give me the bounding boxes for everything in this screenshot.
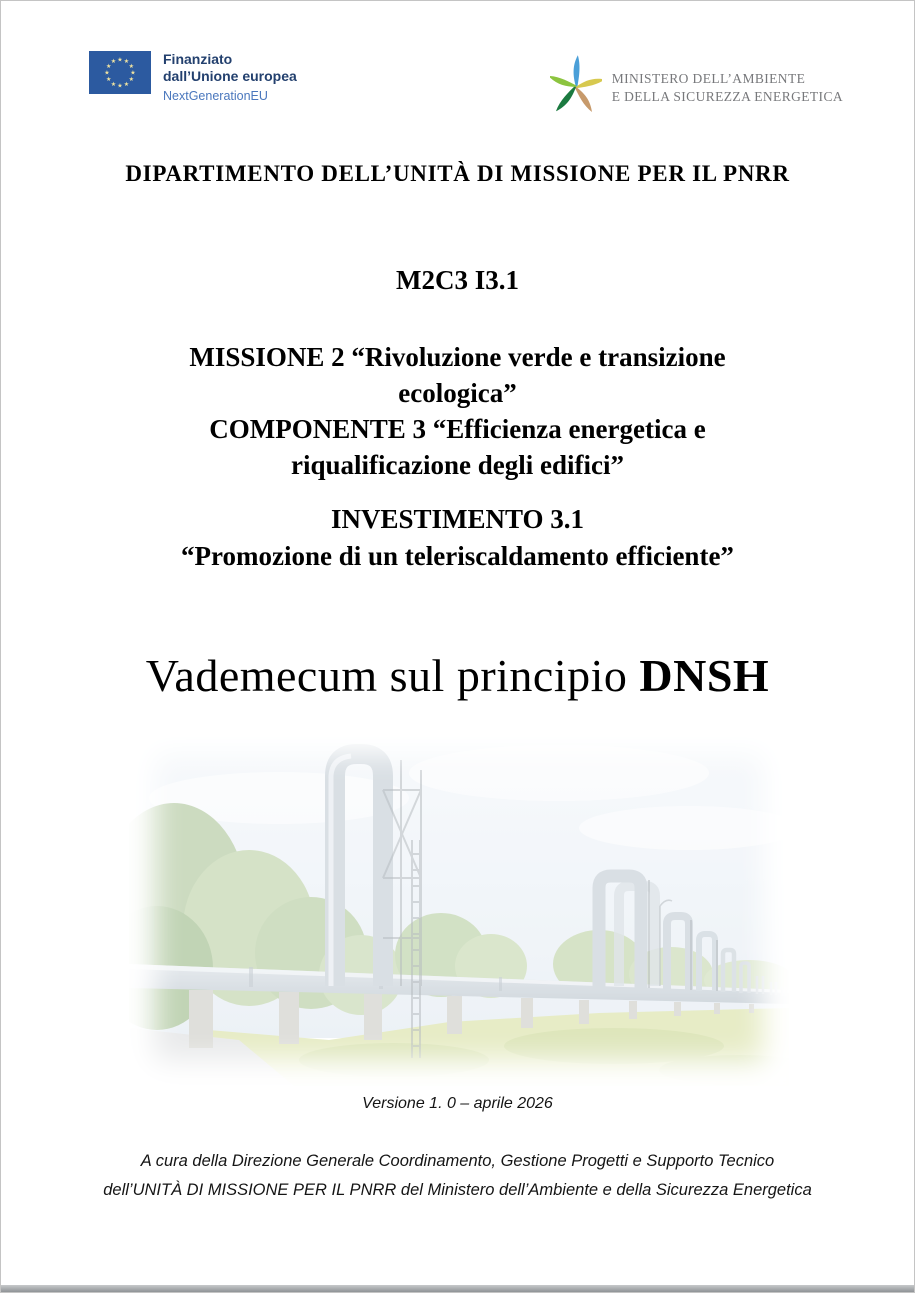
main-title-text: Vademecum sul principio — [145, 650, 640, 701]
pipeline-photo-illustration — [129, 728, 789, 1086]
svg-text:★: ★ — [110, 58, 117, 66]
credits-block — [1, 1147, 914, 1205]
header-logos — [89, 51, 843, 120]
main-title — [1, 649, 914, 702]
svg-text:★: ★ — [117, 82, 123, 90]
svg-text:★: ★ — [123, 58, 130, 66]
svg-text:★: ★ — [104, 69, 110, 77]
svg-text:★: ★ — [123, 80, 130, 88]
investment-title: INVESTIMENTO 3.1 — [330, 504, 585, 534]
version-line: Versione 1. 0 – aprile 2026 — [362, 1095, 553, 1112]
svg-text:★: ★ — [110, 80, 117, 88]
component-line: COMPONENTE 3 “Efficienza energetica e riqualificazione degli edifici” — [209, 414, 706, 480]
mission-line: MISSIONE 2 “Rivoluzione verde e transizione ecologica” — [189, 342, 726, 408]
credits-line2: dell’UNITÀ DI MISSIONE PER IL PNRR del Ministero dell’Ambiente e della Sicurezza Energetica — [103, 1181, 812, 1199]
ministry-name-line2: E DELLA SICUREZZA ENERGETICA — [611, 88, 843, 104]
measure-code: M2C3 I3.1 — [396, 265, 519, 295]
svg-text:★: ★ — [106, 76, 112, 83]
page-bottom-edge — [1, 1285, 914, 1292]
investment-subtitle: “Promozione di un teleriscaldamento efficiente” — [181, 541, 734, 571]
main-title-acronym: DNSH — [639, 650, 770, 701]
ministry-name-line1: MINISTERO DELL’AMBIENTE — [611, 70, 806, 86]
eu-logo-line2: dall’Unione europea — [163, 68, 297, 84]
credits-line1: A cura della Direzione Generale Coordinamento, Gestione Progetti e Supporto Tecnico — [140, 1152, 775, 1170]
eu-logo-text — [163, 51, 297, 103]
svg-text:★: ★ — [128, 76, 134, 83]
svg-text:★: ★ — [106, 63, 112, 70]
cover-photo — [129, 728, 789, 1086]
department-title: DIPARTIMENTO DELL’UNITÀ DI MISSIONE PER IL PNRR — [125, 161, 790, 186]
eu-logo-line1: Finanziato — [163, 51, 233, 67]
eu-logo-line3: NextGenerationEU — [163, 89, 268, 103]
ministry-star-icon — [550, 55, 602, 120]
svg-text:★: ★ — [117, 56, 123, 64]
eu-funding-logo — [89, 51, 297, 103]
ministry-logo-text — [612, 70, 843, 106]
svg-text:★: ★ — [130, 69, 136, 77]
ministry-logo — [550, 55, 843, 120]
eu-flag-icon — [89, 51, 151, 94]
mission-component-block — [135, 339, 780, 483]
svg-text:★: ★ — [128, 63, 134, 70]
investment-block — [1, 501, 914, 575]
